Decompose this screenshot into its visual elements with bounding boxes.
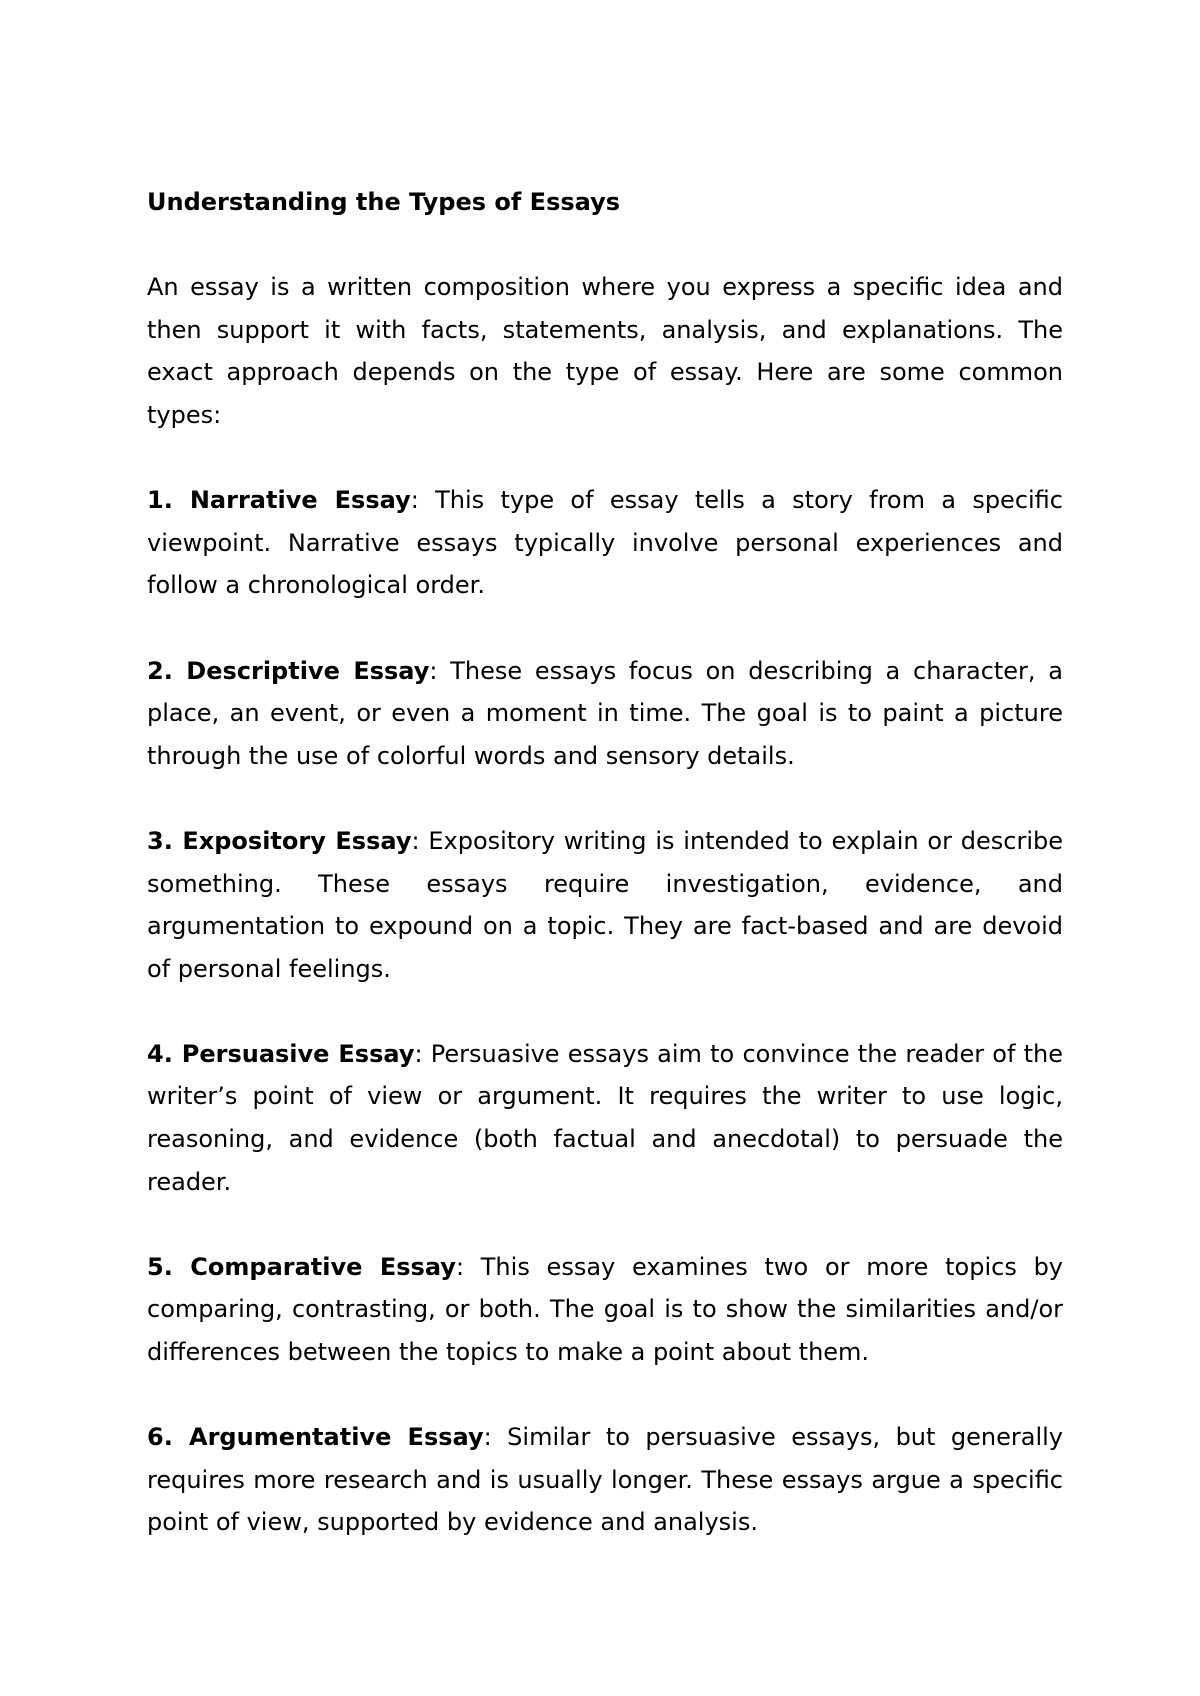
essay-type-heading: 3. Expository Essay bbox=[147, 826, 412, 855]
essay-type-heading: 4. Persuasive Essay bbox=[147, 1039, 415, 1068]
essay-type-heading: 6. Argumentative Essay bbox=[147, 1423, 484, 1452]
essay-type-argumentative bbox=[147, 1416, 1063, 1544]
document-title: Understanding the Types of Essays bbox=[147, 188, 621, 216]
essay-type-persuasive bbox=[147, 1033, 1063, 1203]
essay-type-heading: 1. Narrative Essay bbox=[147, 486, 411, 515]
essay-type-comparative bbox=[147, 1246, 1063, 1374]
essay-type-heading: 5. Comparative Essay bbox=[147, 1252, 456, 1281]
essay-type-heading: 2. Descriptive Essay bbox=[147, 656, 430, 685]
essay-type-descriptive bbox=[147, 650, 1063, 778]
essay-type-narrative bbox=[147, 479, 1063, 607]
essay-type-description: : This essay examines two or more topics by comparing, contrasting, or both. The goal is to show the similarities and/or differences between the topics to make a point about them. bbox=[147, 1252, 1064, 1367]
essay-type-description: : These essays focus on describing a character, a place, an event, or even a moment in time. The goal is to paint a picture through the use of colorful words and sensory details. bbox=[147, 656, 1064, 770]
essay-type-description: : This type of essay tells a story from a specific viewpoint. Narrative essays typically involve personal experiences and follow a chronological order. bbox=[147, 486, 1063, 600]
intro-paragraph: An essay is a written composition where you express a specific idea and then support it with facts, statements, analysis, and explanations. The exact approach depends on the type of essay. Here are some common types: bbox=[147, 273, 1063, 429]
essay-type-description: : Persuasive essays aim to convince the reader of the writer’s point of view or argument. It requires the writer to use logic, reasoning, and evidence (both factual and anecdotal) to persuade the reader. bbox=[147, 1039, 1064, 1196]
essay-type-description: : Similar to persuasive essays, but generally requires more research and is usually longer. These essays argue a specific point of view, supported by evidence and analysis. bbox=[147, 1423, 1063, 1537]
document-body bbox=[147, 181, 1063, 1544]
essay-type-expository bbox=[147, 820, 1063, 990]
essay-type-description: : Expository writing is intended to explain or describe something. These essays require investigation, evidence, and argumentation to expound on a topic. They are fact-based and are devoid of personal feelings. bbox=[147, 826, 1063, 983]
